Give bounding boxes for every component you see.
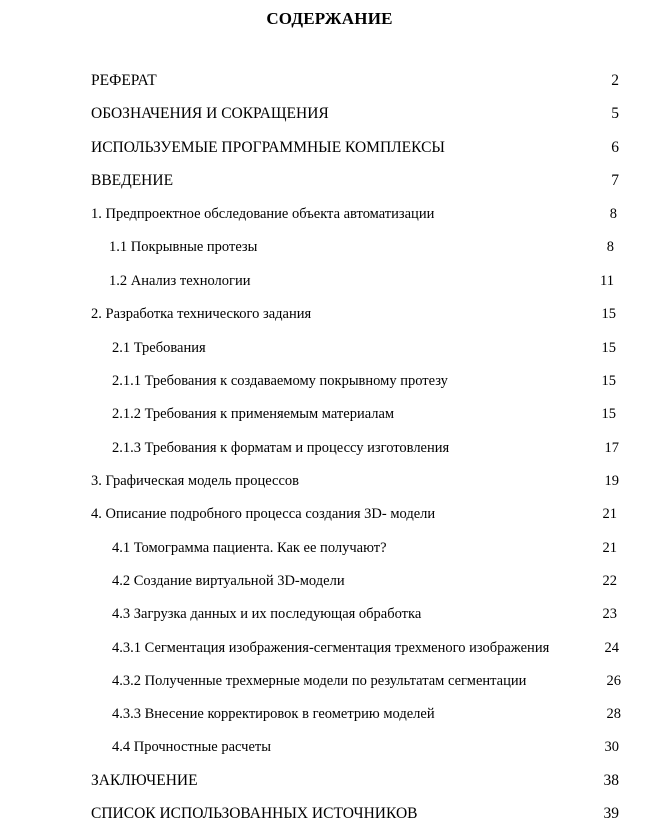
toc-entry-section-2[interactable] <box>0 303 659 325</box>
toc-entry-label: 2.1.1 Требования к создаваемому покрывному протезу <box>112 373 448 389</box>
toc-entry-section-1[interactable] <box>0 203 659 225</box>
toc-entry-section-4-3-2[interactable] <box>0 670 659 692</box>
toc-entry-section-4-4[interactable] <box>0 736 659 758</box>
toc-entry-label: 3. Графическая модель процессов <box>91 473 299 489</box>
toc-entry-page: 5 <box>611 105 619 122</box>
toc-entry-page: 21 <box>602 540 617 556</box>
toc-entry-label: 4.2 Создание виртуальной 3D-модели <box>112 573 345 589</box>
toc-entry-page: 2 <box>611 72 619 89</box>
toc-entry-label: 2.1.3 Требования к форматам и процессу изготовления <box>112 440 450 456</box>
toc-entry-label: 4.3.1 Сегментация изображения-сегментация трехменого изображения <box>112 640 550 656</box>
toc-entry-section-4-2[interactable] <box>0 570 659 592</box>
toc-entry-label: СПИСОК ИСПОЛЬЗОВАННЫХ ИСТОЧНИКОВ <box>91 805 418 822</box>
toc-entry-label: РЕФЕРАТ <box>91 72 157 89</box>
toc-entry-label: 1.2 Анализ технологии <box>109 273 251 289</box>
toc-entry-section-4-3-1[interactable] <box>0 637 659 659</box>
toc-entry-page: 24 <box>604 640 619 656</box>
toc-entry-page: 23 <box>602 606 617 622</box>
toc-entry-label: 2. Разработка технического задания <box>91 306 312 322</box>
toc-entry-section-1-1[interactable] <box>0 236 659 258</box>
toc-entry-page: 26 <box>606 673 621 689</box>
toc-entry-label: ЗАКЛЮЧЕНИЕ <box>91 772 198 789</box>
toc-entry-section-2-1-2[interactable] <box>0 403 659 425</box>
toc-entry-label: 4. Описание подробного процесса создания 3D- модели <box>91 506 436 522</box>
toc-entry-label: 4.3 Загрузка данных и их последующая обработка <box>112 606 422 622</box>
toc-entry-section-2-1[interactable] <box>0 337 659 359</box>
page-title: СОДЕРЖАНИЕ <box>266 9 393 28</box>
toc-entry-label: 2.1 Требования <box>112 340 206 356</box>
toc-entry-page: 6 <box>611 139 619 156</box>
toc-entry-page: 15 <box>601 373 616 389</box>
toc-entry-references[interactable] <box>0 803 659 825</box>
toc-entry-label: 4.1 Томограмма пациента. Как ее получают? <box>112 540 387 556</box>
toc-entry-page: 39 <box>603 805 619 822</box>
toc-entry-page: 22 <box>602 573 617 589</box>
toc-entry-page: 15 <box>601 406 616 422</box>
toc-entry-page: 15 <box>601 340 616 356</box>
toc-entry-introduction[interactable] <box>0 170 659 192</box>
toc-entry-page: 11 <box>600 273 614 289</box>
toc-entry-page: 21 <box>602 506 617 522</box>
toc-entry-page: 17 <box>604 440 619 456</box>
toc-entry-section-3[interactable] <box>0 470 659 492</box>
toc-entry-label: 1.1 Покрывные протезы <box>109 239 258 255</box>
toc-entry-page: 38 <box>603 772 619 789</box>
toc-entry-page: 19 <box>604 473 619 489</box>
toc-entry-section-1-2[interactable] <box>0 270 659 292</box>
toc-entry-page: 30 <box>604 739 619 755</box>
toc-entry-section-2-1-3[interactable] <box>0 437 659 459</box>
toc-entry-label: ВВЕДЕНИЕ <box>91 172 174 189</box>
toc-entry-page: 7 <box>611 172 619 189</box>
toc-entry-label: 2.1.2 Требования к применяемым материалам <box>112 406 395 422</box>
toc-entry-abbreviations[interactable] <box>0 103 659 125</box>
toc-entry-label: 4.4 Прочностные расчеты <box>112 739 271 755</box>
toc-entry-label: ИСПОЛЬЗУЕМЫЕ ПРОГРАММНЫЕ КОМПЛЕКСЫ <box>91 139 445 156</box>
toc-entry-label: 4.3.3 Внесение корректировок в геометрию моделей <box>112 706 435 722</box>
toc-entry-section-4-3-3[interactable] <box>0 703 659 725</box>
toc-entry-label: ОБОЗНАЧЕНИЯ И СОКРАЩЕНИЯ <box>91 105 329 122</box>
toc-entry-label: 1. Предпроектное обследование объекта автоматизации <box>91 206 435 222</box>
toc-entry-section-4-3[interactable] <box>0 603 659 625</box>
toc-entry-conclusion[interactable] <box>0 770 659 792</box>
toc-entry-page: 8 <box>606 239 614 255</box>
toc-entry-section-4-1[interactable] <box>0 537 659 559</box>
toc-entry-section-4[interactable] <box>0 503 659 525</box>
toc-entry-page: 8 <box>609 206 617 222</box>
toc-entry-referat[interactable] <box>0 70 659 92</box>
toc-entry-page: 15 <box>601 306 616 322</box>
toc-entry-label: 4.3.2 Полученные трехмерные модели по результатам сегментации <box>112 673 527 689</box>
toc-entry-software[interactable] <box>0 137 659 159</box>
toc-entry-section-2-1-1[interactable] <box>0 370 659 392</box>
toc-entry-page: 28 <box>606 706 621 722</box>
